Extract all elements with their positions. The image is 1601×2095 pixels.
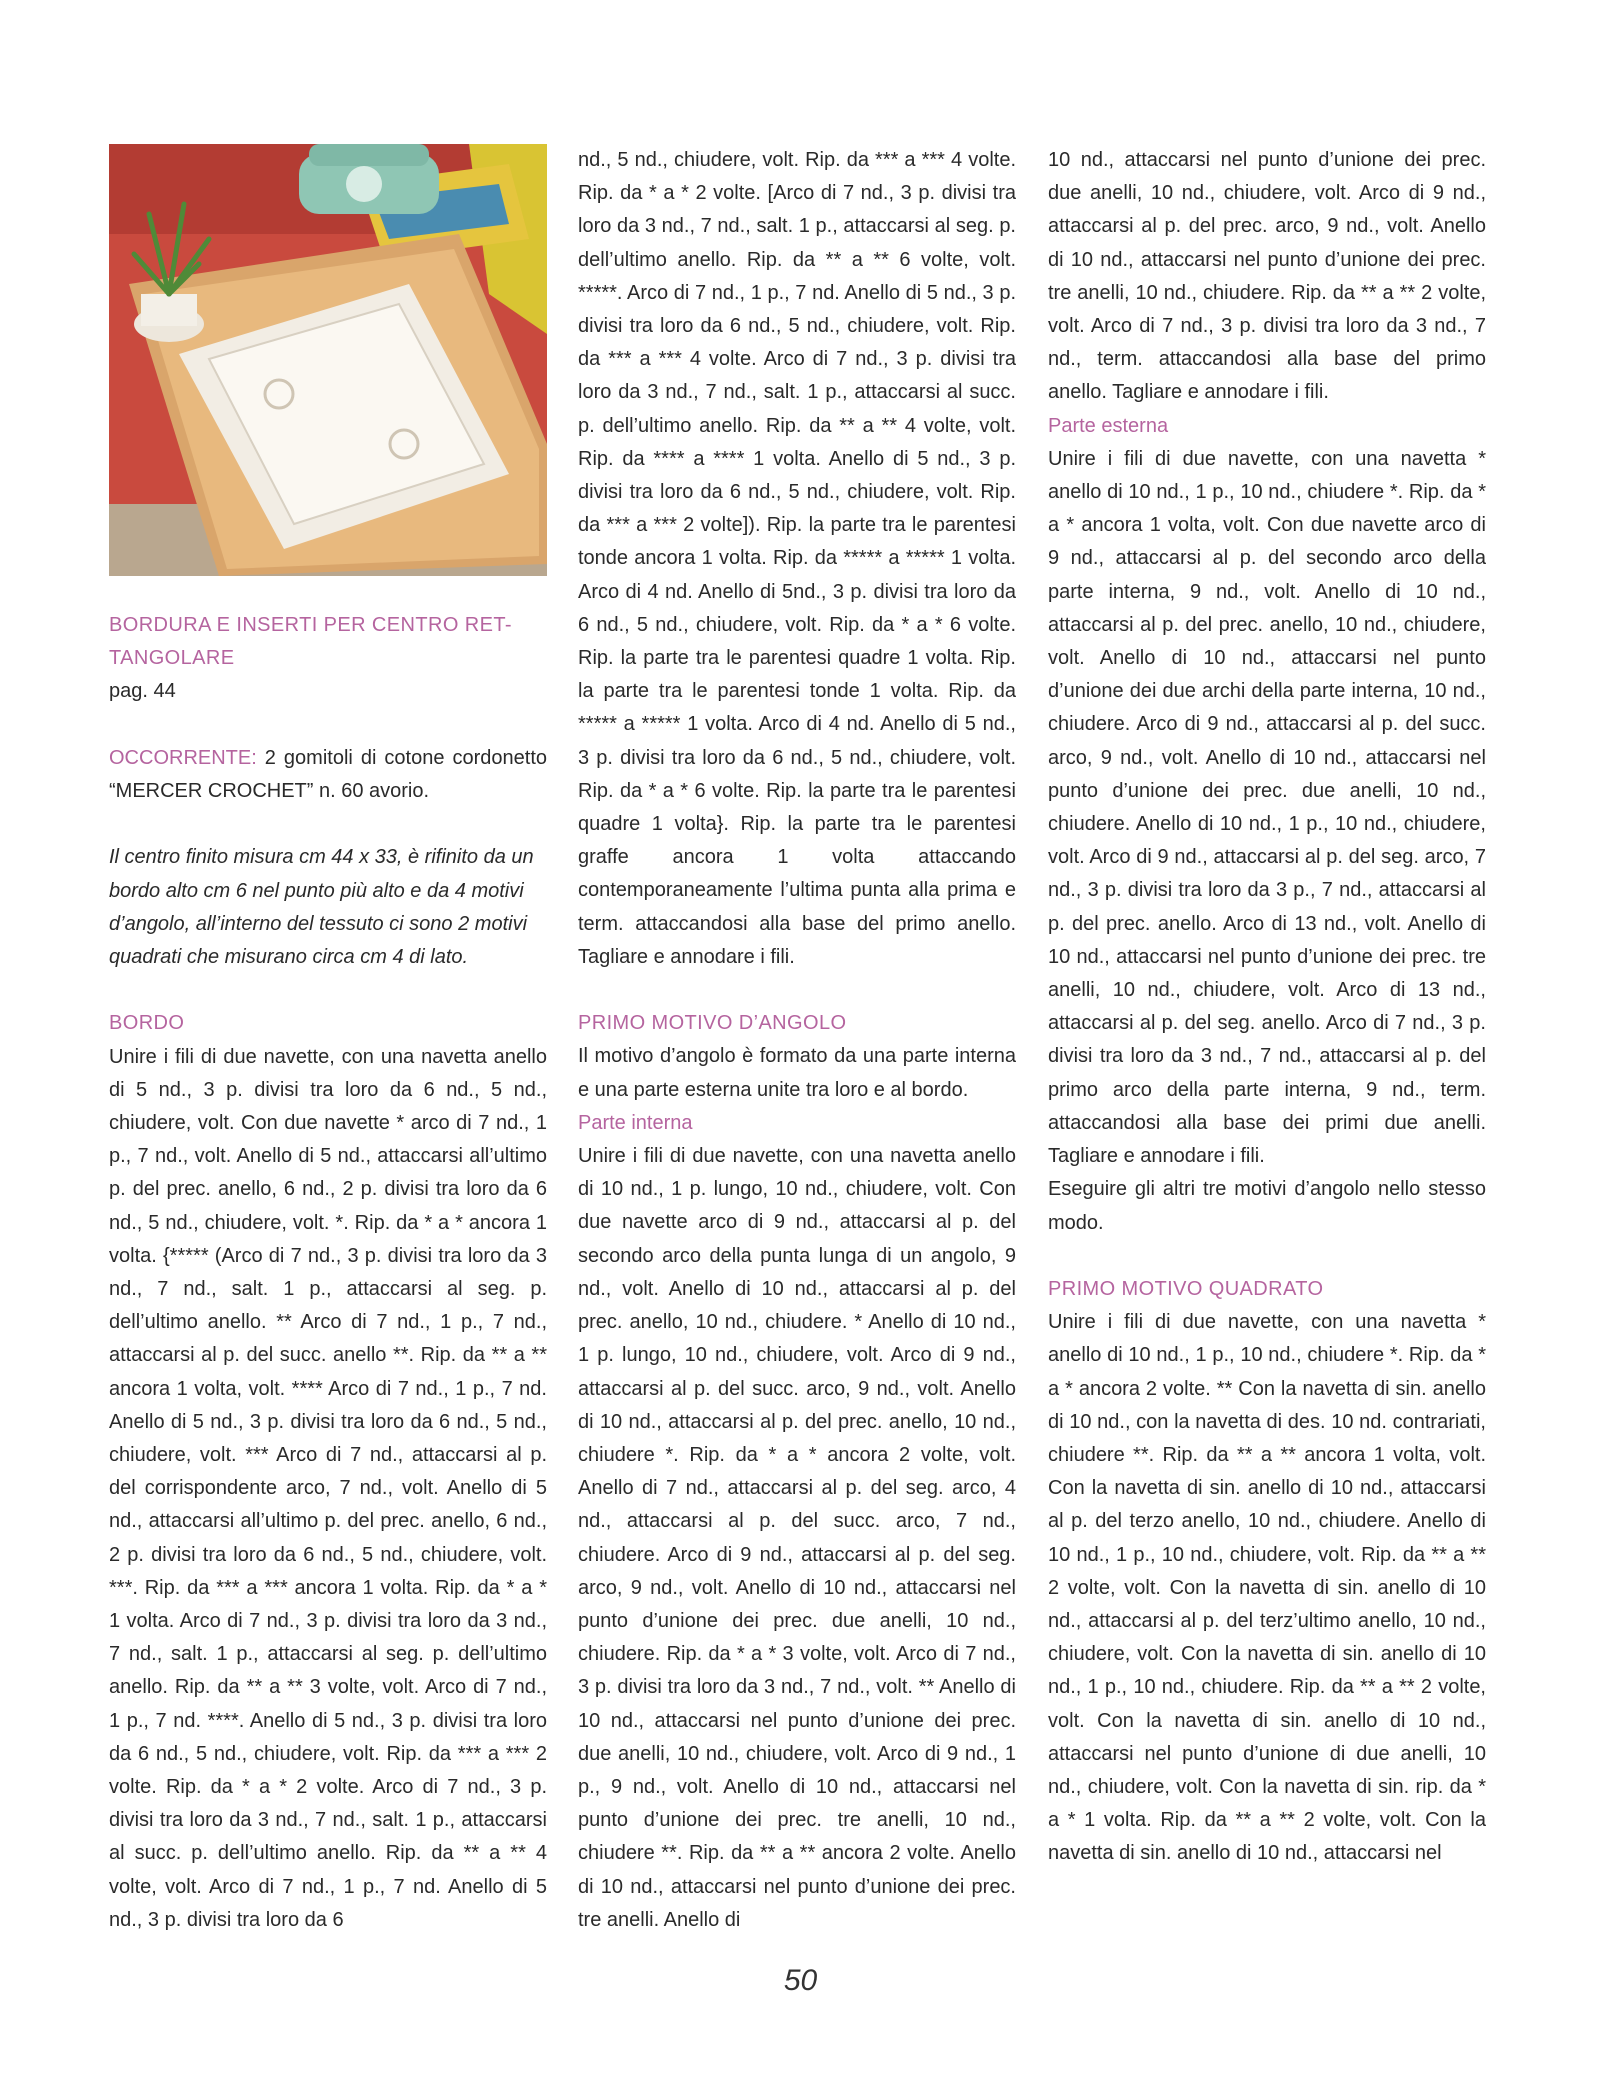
page-reference: pag. 44: [109, 680, 176, 703]
section-heading-square-motif: PRIMO MOTIVO QUADRATO: [1048, 1277, 1324, 1300]
right-column: [1048, 144, 1486, 1871]
left-column: [109, 144, 547, 1937]
page-number: 50: [783, 1964, 818, 1997]
materials-text: 2 gomitoli di cotone cordonetto “MERCER CROCHET” n. 60 avorio.: [109, 746, 547, 802]
pattern-title: BORDURA E INSERTI PER CENTRO RET-TANGOLARE: [109, 614, 512, 670]
materials: [109, 742, 547, 808]
section-heading-corner-motif: PRIMO MOTIVO D’ANGOLO: [578, 1012, 847, 1035]
materials-label: OCCORRENTE:: [109, 746, 257, 769]
middle-column: [578, 144, 1016, 1937]
corner-motif-intro: Il motivo d’angolo è formato da una parte interna e una parte esterna unite tra loro e al bordo.: [578, 1045, 1016, 1101]
inner-part-instructions: Unire i fili di due navette, con una navetta anello di 10 nd., 1 p. lungo, 10 nd., chiudere, volt. Con due navette arco di 9 nd., attaccarsi al p. del secondo arco della punta lunga di un angolo, 9 nd., volt. Anello di 10 nd., attaccarsi al p. del prec. anello, 10 nd., chiudere. * Anello di 10 nd., 1 p. lungo, 10 nd., chiudere, volt. Arco di 9 nd., attaccarsi al p. del succ. arco, 9 nd., volt. Anello di 10 nd., attaccarsi al p. del prec. anello, 10 nd., chiudere *. Rip. da * a * ancora 2 volte, volt. Anello di 7 nd., attaccarsi al p. del seg. arco, 4 nd., attaccarsi al p. del succ. arco, 7 nd., chiudere. Arco di 9 nd., attaccarsi al p. del seg. arco, 9 nd., volt. Anello di 10 nd., attaccarsi nel punto d’unione dei prec. due anelli, 10 nd., chiudere. Rip. da * a * 3 volte, volt. Arco di 7 nd., 3 p. divisi tra loro da 3 nd., 7 nd., volt. ** Anello di 10 nd., attaccarsi nel punto d’unione dei prec. due anelli, 10 nd., chiudere, volt. Arco di 9 nd., 1 p., 9 nd., volt. Anello di 10 nd., attaccarsi nel punto d’unione dei prec. tre anelli, 10 nd., chiudere **. Rip. da ** a ** ancora 2 volte. Anello di 10 nd., attaccarsi nel punto d’unione dei prec. tre anelli. Anello di: [578, 1145, 1016, 1931]
tray-illustration: [109, 144, 547, 576]
intro-paragraph: Il centro finito misura cm 44 x 33, è rifinito da un bordo alto cm 6 nel punto più alto e da 4 motivi d’angolo, all’interno del tessuto ci sono 2 motivi quadrati che misurano circa cm 4 di lato.: [109, 846, 534, 968]
bordo-instructions-continued: nd., 5 nd., chiudere, volt. Rip. da *** a *** 4 volte. Rip. da * a * 2 volte. [Arco di 7 nd., 3 p. divisi tra loro da 3 nd., 7 nd., salt. 1 p., attaccarsi al seg. p. dell’ultimo anello. Rip. da ** a ** 6 volte, volt. *****. Arco di 7 nd., 1 p., 7 nd. Anello di 5 nd., 3 p. divisi tra loro da 6 nd., 5 nd., chiudere, volt. Rip. da *** a *** 4 volte. Arco di 7 nd., 3 p. divisi tra loro da 3 nd., 7 nd., salt. 1 p., attaccarsi al succ. p. dell’ultimo anello. Rip. da ** a ** 4 volte, volt. Rip. da **** a **** 1 volta. Anello di 5 nd., 3 p. divisi tra loro da 6 nd., 5 nd., chiudere, volt. Rip. da *** a *** 2 volte]). Rip. la parte tra le parentesi tonde ancora 1 volta. Rip. da ***** a ***** 1 volta. Arco di 4 nd. Anello di 5nd., 3 p. divisi tra loro da 6 nd., 5 nd., chiudere, volt. Rip. da * a * 6 volte. Rip. la parte tra le parentesi quadre 1 volta. Rip. la parte tra le parentesi tonde 1 volta. Rip. da ***** a ***** 1 volta. Arco di 4 nd. Anello di 5 nd., 3 p. divisi tra loro da 6 nd., 5 nd., chiudere, volt. Rip. da * a * 6 volte. Rip. la parte tra le parentesi quadre 1 volta}. Rip. la parte tra le parentesi graffe ancora 1 volta attaccando contemporaneamente l’ultima punta alla prima e term. attaccandosi alla base del primo anello. Tagliare e annodare i fili.: [578, 149, 1016, 968]
section-heading-bordo: BORDO: [109, 1012, 185, 1035]
inner-part-instructions-continued: 10 nd., attaccarsi nel punto d’unione dei prec. due anelli, 10 nd., chiudere, volt. Arco di 9 nd., attaccarsi al p. del prec. arco, 9 nd., volt. Anello di 10 nd., attaccarsi nel punto d’unione dei prec. tre anelli, 10 nd., chiudere. Rip. da ** a ** 2 volte, volt. Arco di 7 nd., 3 p. divisi tra loro da 3 nd., 7 nd., term. attaccandosi alla base del primo anello. Tagliare e annodare i fili.: [1048, 149, 1486, 404]
closing-note: Eseguire gli altri tre motivi d’angolo nello stesso modo.: [1048, 1178, 1486, 1234]
outer-part-instructions: Unire i fili di due navette, con una navetta * anello di 10 nd., 1 p., 10 nd., chiudere *. Rip. da * a * ancora 1 volta, volt. Con due navette arco di 9 nd., attaccarsi al p. del secondo arco della parte interna, 9 nd., volt. Anello di 10 nd., attaccarsi al p. del prec. anello, 10 nd., chiudere, volt. Anello di 10 nd., attaccarsi nel punto d’unione dei due archi della parte interna, 10 nd., chiudere. Arco di 9 nd., attaccarsi al p. del succ. arco, 9 nd., volt. Anello di 10 nd., attaccarsi nel punto d’unione dei prec. due anelli, 10 nd., chiudere. Anello di 10 nd., 1 p., 10 nd., chiudere, volt. Arco di 9 nd., attaccarsi al p. del seg. arco, 7 nd., 3 p. divisi tra loro da 3 p., 7 nd., attaccarsi al p. del prec. anello. Arco di 13 nd., volt. Anello di 10 nd., attaccarsi nel punto d’unione dei prec. tre anelli, 10 nd., chiudere, volt. Arco di 13 nd., attaccarsi al p. del seg. anello. Arco di 7 nd., 3 p. divisi tra loro da 3 nd., 7 nd., attaccarsi al p. del primo arco della parte interna, 9 nd., term. attaccandosi alla base dei primi due anelli. Tagliare e annodare i fili.: [1048, 447, 1486, 1168]
subheading-inner-part: Parte interna: [578, 1111, 693, 1134]
bordo-instructions: Unire i fili di due navette, con una navetta anello di 5 nd., 3 p. divisi tra loro da 6 nd., 5 nd., chiudere, volt. Con due navette * arco di 7 nd., 1 p., 7 nd., volt. Anello di 5 nd., attaccarsi all’ultimo p. del prec. anello, 6 nd., 2 p. divisi tra loro da 6 nd., 5 nd., chiudere, volt. *. Rip. da * a * ancora 1 volta. {***** (Arco di 7 nd., 3 p. divisi tra loro da 3 nd., 7 nd., salt. 1 p., attaccarsi al seg. p. dell’ultimo anello. ** Arco di 7 nd., 1 p., 7 nd., attaccarsi al p. del succ. anello **. Rip. da ** a ** ancora 1 volta, volt. **** Arco di 7 nd., 1 p., 7 nd. Anello di 5 nd., 3 p. divisi tra loro da 6 nd., 5 nd., chiudere, volt. *** Arco di 7 nd., attaccarsi al p. del corrispondente arco, 7 nd., volt. Anello di 5 nd., attaccarsi all’ultimo p. del prec. anello, 6 nd., 2 p. divisi tra loro da 6 nd., 5 nd., chiudere, volt. ***. Rip. da *** a *** ancora 1 volta. Rip. da * a * 1 volta. Arco di 7 nd., 3 p. divisi tra loro da 3 nd., 7 nd., salt. 1 p., attaccarsi al seg. p. dell’ultimo anello. Rip. da ** a ** 3 volte, volt. Arco di 7 nd., 1 p., 7 nd. ****. Anello di 5 nd., 3 p. divisi tra loro da 6 nd., 5 nd., chiudere, volt. Rip. da *** a *** 2 volte. Rip. da * a * 2 volte. Arco di 7 nd., 3 p. divisi tra loro da 3 nd., 7 nd., salt. 1 p., attaccarsi al succ. p. dell’ultimo anello. Rip. da ** a ** 4 volte, volt. Arco di 7 nd., 1 p., 7 nd. Anello di 5 nd., 3 p. divisi tra loro da 6: [109, 1045, 547, 1931]
square-motif-instructions: Unire i fili di due navette, con una navetta * anello di 10 nd., 1 p., 10 nd., chiudere *. Rip. da * a * ancora 2 volte. ** Con la navetta di sin. anello di 10 nd., con la navetta di des. 10 nd. contrariati, chiudere **. Rip. da ** a ** ancora 1 volta, volt. Con la navetta di sin. anello di 10 nd., attaccarsi al p. del terzo anello, 10 nd., chiudere. Anello di 10 nd., 1 p., 10 nd., chiudere, volt. Rip. da ** a ** 2 volte, volt. Con la navetta di sin. anello di 10 nd., attaccarsi al p. del terz’ultimo anello, 10 nd., chiudere, volt. Con la navetta di sin. anello di 10 nd., 1 p., 10 nd., chiudere. Rip. da ** a ** 2 volte, volt. Con la navetta di sin. anello di 10 nd., attaccarsi nel punto d’unione di due anelli, 10 nd., chiudere, volt. Con la navetta di sin. rip. da * a * 1 volta. Rip. da ** a ** 2 volte, volt. Con la navetta di sin. anello di 10 nd., attaccarsi nel: [1048, 1311, 1486, 1865]
subheading-outer-part: Parte esterna: [1048, 414, 1169, 437]
project-photo: [109, 144, 547, 576]
